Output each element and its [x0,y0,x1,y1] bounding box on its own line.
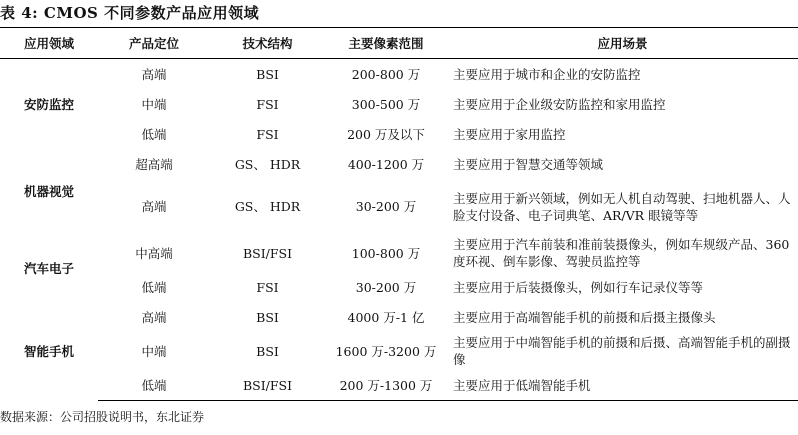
table-row [0,332,798,370]
pixels-cell: 200 万-1300 万 [325,370,447,401]
header-scene: 应用场景 [447,28,798,59]
group-name: 安防监控 [23,96,74,112]
pixels-cell: 300-500 万 [351,96,421,112]
position-cell: 高端 [141,309,167,325]
table-row [0,149,798,179]
position-cell: 低端 [141,279,167,295]
tech-cell: FSI [256,279,279,295]
position-cell: 中端 [141,343,167,359]
position-cell: 低端 [98,370,210,401]
table-row [0,302,798,332]
scene-cell: 主要应用于后装摄像头，例如行车记录仪等等 [453,279,704,295]
pixels-cell: 100-800 万 [351,245,421,261]
pixels-cell: 4000 万-1 亿 [347,309,425,325]
pixels-cell: 400-1200 万 [347,156,425,172]
scene-cell: 主要应用于智慧交通等领域 [453,156,604,172]
position-cell: 低端 [141,126,167,142]
scene-cell: 主要应用于城市和企业的安防监控 [453,66,641,82]
scene-cell: 主要应用于新兴领域，例如无人机自动驾驶、扫地机器人、人脸支付设备、电子词典笔、AR/VR 眼镜等等 [453,190,791,223]
table-row [0,370,798,401]
table-row [0,234,798,272]
tech-cell: FSI [256,126,279,142]
tech-cell: BSI [256,66,279,82]
pixels-cell: 1600 万-3200 万 [335,343,437,359]
position-cell: 中高端 [135,245,173,261]
pixels-cell: 30-200 万 [355,279,417,295]
tech-cell: GS、 HDR [234,199,301,214]
tech-cell: BSI/FSI [242,245,293,261]
table-title: 表 4: CMOS 不同参数产品应用领域 [0,4,260,22]
tech-cell: GS、 HDR [234,156,301,172]
tech-cell: BSI/FSI [210,370,325,401]
header-position: 产品定位 [98,28,210,59]
header-pixels: 主要像素范围 [325,28,447,59]
tech-cell: BSI [256,309,279,325]
scene-cell: 主要应用于中端智能手机的前摄和后摄、高端智能手机的副摄像 [453,335,791,367]
tech-cell: FSI [256,96,279,112]
table-row [0,119,798,149]
position-cell: 中端 [141,96,167,112]
scene-cell: 主要应用于家用监控 [453,126,566,142]
scene-cell: 主要应用于高端智能手机的前摄和后摄主摄像头 [453,309,716,325]
table-row [0,272,798,302]
table-row [0,179,798,234]
scene-cell: 主要应用于企业级安防监控和家用监控 [453,96,666,112]
position-cell: 超高端 [135,156,173,172]
pixels-cell: 200 万及以下 [347,126,425,142]
tech-cell: BSI [256,343,279,359]
position-cell: 高端 [141,199,167,214]
header-field: 应用领域 [0,28,98,59]
pixels-cell: 200-800 万 [351,66,421,82]
scene-cell: 主要应用于低端智能手机 [447,370,798,401]
table-row [0,89,798,119]
source-note: 数据来源：公司招股说明书，东北证券 [0,410,205,424]
cmos-application-table [0,27,798,401]
scene-cell: 主要应用于汽车前装和准前装摄像头，例如车规级产品、360 度环视、倒车影像、驾驶员监控等 [453,237,790,269]
table-row [0,59,798,90]
header-row [0,28,798,59]
group-name: 机器视觉 [23,184,74,199]
position-cell: 高端 [141,66,167,82]
header-tech: 技术结构 [210,28,325,59]
group-name: 汽车电子 [23,260,74,276]
pixels-cell: 30-200 万 [355,199,417,214]
group-name: 智能手机 [23,343,74,359]
